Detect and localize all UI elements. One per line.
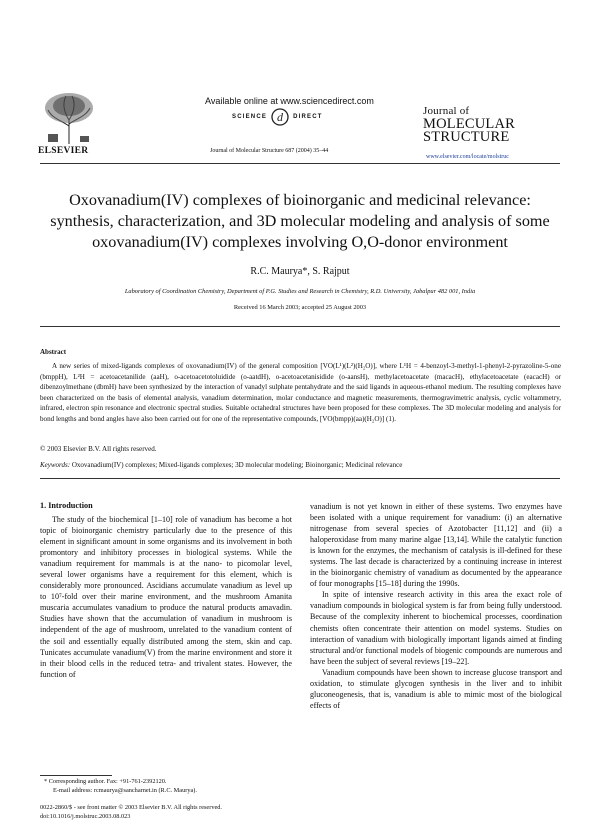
journal-logo <box>423 105 515 144</box>
left-column <box>40 514 292 680</box>
body-paragraph: In spite of intensive research activity in this area the exact role of vanadium compounds in biological system is far from being fully understood. Because of the complexity inherent to biochemical processes, coordination chemists often concentrate their attention on model systems. Studies on interaction of vanadium with biologically important ligands aimed at finding structural and/or functional models of biogenic compounds are numerous and have been the subject of several reviews [19–22]. <box>310 590 562 666</box>
article-title: Oxovanadium(IV) complexes of bioinorganic and medicinal relevance: synthesis, characterization, and 3D molecular modeling and analysis of some oxovanadium(IV) complexes involving O,O-donor environment <box>50 191 550 251</box>
elsevier-tree-logo <box>40 90 98 146</box>
keywords-line <box>40 461 561 469</box>
journal-citation: Journal of Molecular Structure 687 (2004) 35–44 <box>210 148 329 154</box>
svg-text:d: d <box>277 110 284 124</box>
author-email[interactable]: E-mail address: rcmaurya@sancharnet.in (R.C. Maurya). <box>53 787 197 794</box>
footnote-divider <box>40 775 112 776</box>
journal-url-link[interactable]: www.elsevier.com/locate/molstruc <box>426 154 509 160</box>
author-affiliation: Laboratory of Coordination Chemistry, Department of P.G. Studies and Research in Chemistry, R.D. University, Jabalpur 482 001, India <box>124 288 476 295</box>
sciencedirect-left: SCIENCE <box>232 114 268 120</box>
keywords-values: Oxovanadium(IV) complexes; Mixed-ligands complexes; 3D molecular modeling; Bioinorganic; Medicinal relevance <box>71 461 403 469</box>
publisher-name: ELSEVIER <box>38 146 89 156</box>
sciencedirect-logo <box>232 108 323 126</box>
sciencedirect-d-icon <box>271 108 289 126</box>
body-paragraph: The study of the biochemical [1–10] role of vanadium has become a hot topic of bioinorganic chemistry particularly due to the presence of this element in significant amount in some organisms and its involvement in both promontory and inhibitory processes in biological systems. While the vanadium requirement for mammals is at the nano- to picomolar level, several lower organisms have a requirement for this element, which is considerably more pronounced. Ascidians accumulate vanadium as level up to 10⁷-fold over their marine environment, and the mushroom Amanita muscaria accumulates vanadium to produce the natural products amavadin. Studies have shown that the accumulation of vanadium in mushroom is independent of the age of mushroom, unrelated to the vanadium content of the soil and essentially equally distributed among the stem, skin and cap. Tunicates accumulate vanadium(V) from the marine environment and store it in their blood cells in the reduced tetra- and trivalent states. However, the function of <box>40 515 292 679</box>
journal-logo-line: Journal of <box>423 105 470 117</box>
available-online-text: Available online at www.sciencedirect.com <box>205 96 374 106</box>
body-paragraph: vanadium is not yet known in either of these systems. Two enzymes have been isolated with a unique requirement for vanadium: (i) an alternative nitrogenase from several species of Azotobacter [11,12] and (ii) a haloperoxidase from many marine algae [13,14]. While the catalytic function is known for the enzymes, the mechanism of catalysis is ill-defined for these systems. The last decade is characterized by a continuing increase in interest in the bioinorganic chemistry of vanadium as documented by the appearance of four monographs [15–18] during the 1990s. <box>310 502 562 589</box>
journal-logo-line: MOLECULAR <box>423 116 516 132</box>
abstract-text: A new series of mixed-ligands complexes of oxovanadium(IV) of the general composition [VO(L¹)(L²)(H₂O)], where L¹H = 4-benzoyl-3-methyl-1-phenyl-2-pyrazoline-5-one (bmppH), L²H = acetoacetanilide (aaH), o-acetoacetotoluidide (o-aatdH), o-acetoacetanisidide (o-aansH), methylacetoacetate (macacH), ethylacetoacetate (eacacH) or dibenzoylmethane (dbmH) have been synthesized by the interaction of vanadyl sulphate pentahydrate and the said ligands in aqueous-ethanol medium. The resulting complexes have been characterized on the basis of elemental analysis, vanadium determination, molar conductance and magnetic measurements, thermogravimetric analysis, cyclic voltammetry, infrared, electron spin resonance and electronic spectral studies. Suitable octahedral structures have been proposed for these complexes. The 3D molecular modeling and analysis for bond lengths and bond angles have also been carried out for one of the representative compounds, [VO(bmpp)(aa)(H₂O)] (1). <box>40 362 561 423</box>
keywords-label: Keywords: <box>40 461 71 469</box>
abstract-top-divider <box>40 326 560 327</box>
abstract-heading: Abstract <box>40 348 67 356</box>
journal-logo-line: STRUCTURE <box>423 129 510 145</box>
issn-line: 0022-2860/$ - see front matter © 2003 Elsevier B.V. All rights reserved. <box>40 804 222 811</box>
right-column <box>310 501 562 711</box>
body-paragraph: Vanadium compounds have been shown to increase glucose transport and oxidation, to stimulate glycogen synthesis in the liver and to inhibit gluconeogenesis, that is, vanadium is able to mimic most of the biological effects of <box>310 667 562 710</box>
section-heading: 1. Introduction <box>40 501 93 510</box>
abstract-bottom-divider <box>40 478 560 479</box>
received-dates: Received 16 March 2003; accepted 25 August 2003 <box>233 304 367 311</box>
corresponding-author-note: * Corresponding author. Fax: +91-761-2392120. <box>44 778 167 785</box>
abstract-copyright: © 2003 Elsevier B.V. All rights reserved. <box>40 445 157 453</box>
doi-link[interactable]: doi:10.1016/j.molstruc.2003.08.023 <box>40 813 131 820</box>
header-divider <box>40 163 560 164</box>
sciencedirect-right: DIRECT <box>293 114 323 120</box>
article-authors: R.C. Maurya*, S. Rajput <box>250 266 350 277</box>
